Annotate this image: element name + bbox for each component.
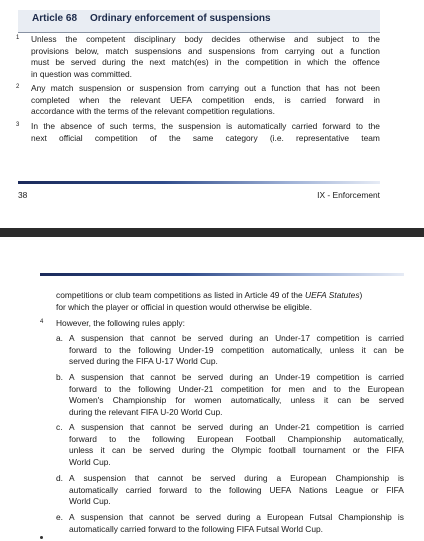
item-letter: e. (56, 512, 63, 522)
paragraph-4-intro: However, the following rules apply: (56, 318, 185, 328)
text-line: A suspension that cannot be served during a European Championship is (69, 473, 404, 483)
text-span: competitions or club team competitions as listed in Article 49 of the (56, 290, 306, 300)
text-line: forward to the following European Football Championship automatically, (69, 433, 404, 444)
section-label: IX - Enforcement (317, 190, 380, 200)
page-top (0, 0, 424, 228)
text-line: Women's Championship for women automatically, unless it can be served (69, 395, 404, 406)
item-letter: c. (56, 422, 63, 432)
text-span: ) (359, 290, 363, 300)
page-number: 38 (18, 190, 28, 200)
text-line: A suspension that cannot be served during an Under-17 competition is carried (69, 333, 404, 343)
text-line: during the relevant FIFA U-20 World Cup. (69, 406, 223, 417)
text-line: next official competition of the same category (i.e. representative team (31, 132, 380, 143)
text-line: completed when the relevant UEFA competition ends, is carried forward in (31, 94, 380, 105)
continuation-line: for which the player or official in question would otherwise be eligible. (56, 302, 312, 312)
text-line: forward to the following Under-21 competition for men and to the European (69, 383, 404, 394)
item-letter: d. (56, 473, 63, 483)
text-line: Any match suspension or suspension from carrying out a function that has not been (31, 83, 380, 93)
text-line: automatically carried forward to the following UEFA Nations League or FIFA (69, 484, 404, 495)
text-line: served during the FIFA U-17 World Cup. (69, 356, 218, 367)
text-line: accordance with the terms of the relevant competition regulations. (31, 106, 275, 117)
continuation-line (56, 290, 362, 302)
text-line: A suspension that cannot be served during an Under-21 competition is carried (69, 422, 404, 432)
statutes-reference: UEFA Statutes (305, 290, 360, 300)
paragraph-number: 4 (40, 319, 44, 325)
text-line: automatically carried forward to the following FIFA Futsal World Cup. (69, 523, 323, 534)
paragraph-number: 1 (16, 35, 20, 41)
footer-rule (18, 181, 380, 184)
text-line: World Cup. (69, 456, 111, 467)
article-number: Article 68 (32, 13, 78, 24)
text-line: Unless the competent disciplinary body decides otherwise and subject to the (31, 34, 380, 44)
article-title: Ordinary enforcement of suspensions (90, 13, 271, 24)
item-letter: b. (56, 372, 63, 382)
text-line: forward to the following Under-19 competition automatically, unless it can be (69, 344, 404, 355)
text-line: in question was committed. (31, 68, 133, 79)
text-line: unless it can be served during the Olympic football tournament or the FIFA (69, 445, 404, 456)
text-line: must be served during the next match(es) in the competition in which the offence (31, 57, 380, 68)
text-line: World Cup. (69, 496, 111, 507)
header-rule (40, 273, 404, 276)
text-line: A suspension that cannot be served during an Under-19 competition is carried (69, 372, 404, 382)
paragraph-number: 3 (16, 122, 20, 128)
text-line: provisions below, match suspensions and suspensions from carrying out a function (31, 45, 380, 56)
article-header (18, 10, 380, 33)
paragraph-number: 2 (16, 84, 20, 90)
text-line: A suspension that cannot be served during a European Futsal Championship is (69, 512, 404, 522)
next-item-marker (40, 536, 43, 539)
text-line: In the absence of such terms, the suspension is automatically carried forward to the (31, 121, 380, 131)
item-letter: a. (56, 333, 63, 343)
page-break (0, 228, 424, 237)
